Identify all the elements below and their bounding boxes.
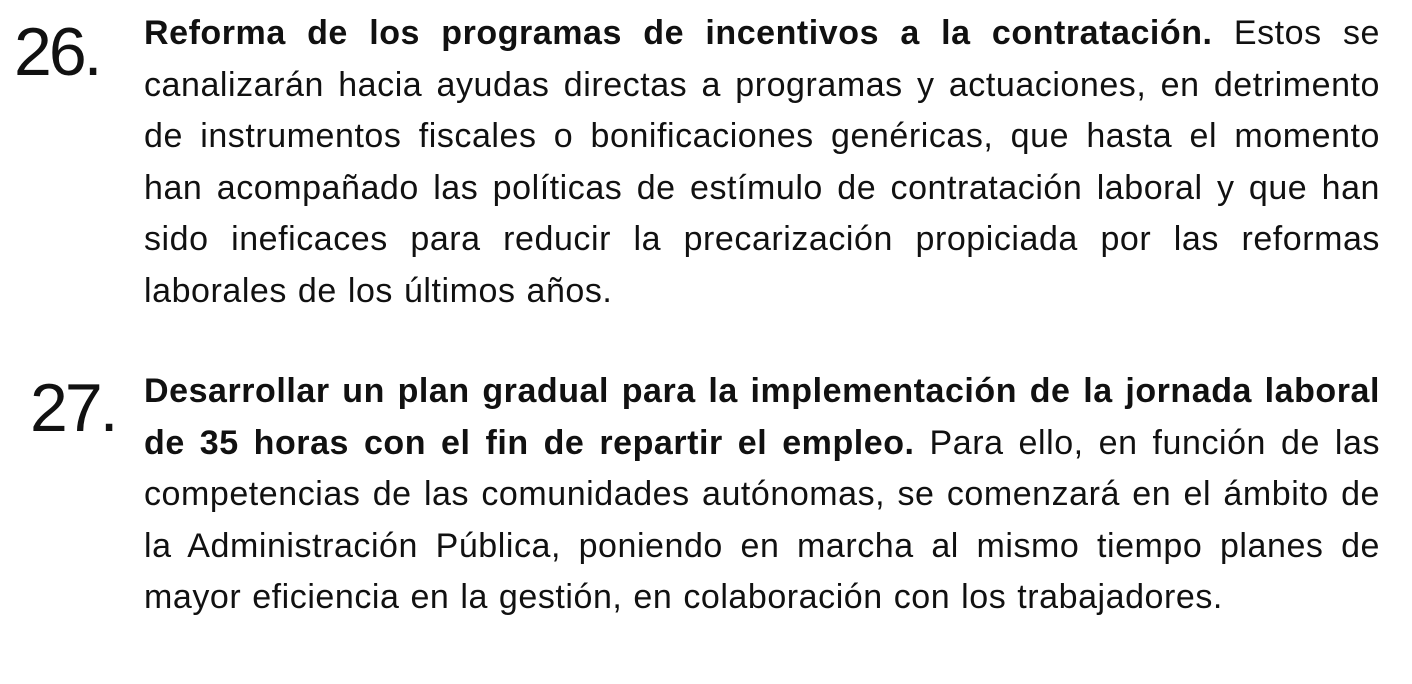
item-number: 27. xyxy=(30,370,116,446)
item-paragraph xyxy=(144,8,1380,318)
item-lead: Reforma de los programas de incentivos a la contratación. xyxy=(144,14,1213,52)
item-body: Estos se canalizarán hacia ayudas directas a programas y actuaciones, en detrimento de instrumentos fiscales o bonificaciones genéricas, que hasta el momento han acompañado las políticas de estímulo de contratación laboral y que han sido ineficaces para reducir la precarización propiciada por las reformas laborales de los últimos años. xyxy=(144,14,1380,310)
item-body: Para ello, en función de las competencias de las comunidades autónomas, se comenzará en el ámbito de la Administración Pública, poniendo en marcha al mismo tiempo planes de mayor eficiencia en la gestión, en colaboración con los trabajadores. xyxy=(144,423,1380,617)
item-lead: Desarrollar un plan gradual para la implementación de la jornada laboral de 35 horas con el fin de repartir el empleo. xyxy=(144,372,1380,462)
item-paragraph xyxy=(144,366,1380,624)
item-number: 26. xyxy=(14,14,100,90)
